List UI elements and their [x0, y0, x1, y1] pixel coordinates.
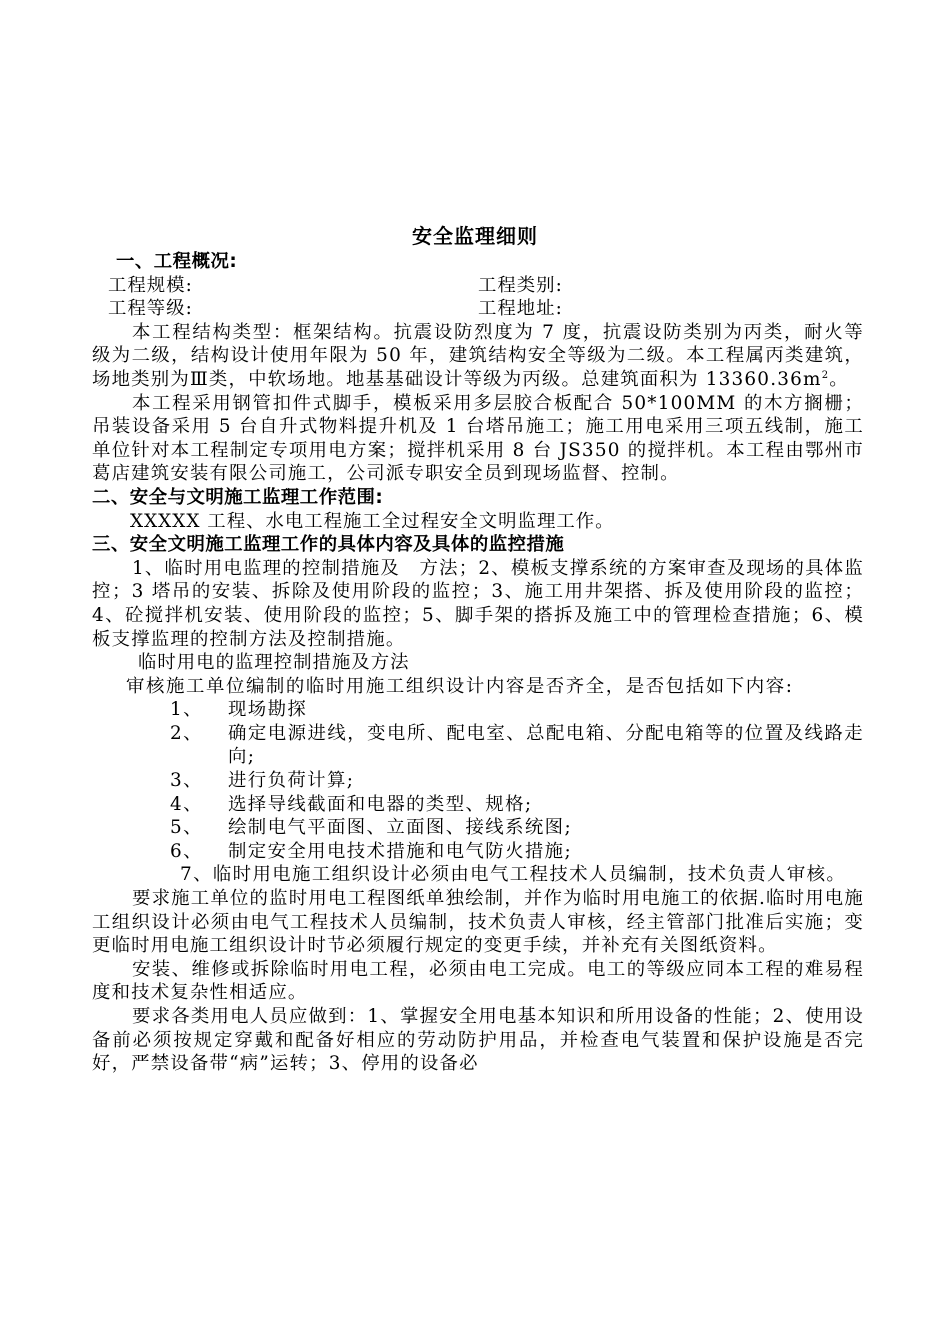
list-item-text: 选择导线截面和电器的类型、规格;: [228, 793, 533, 815]
section-1-heading: 一、工程概况:: [116, 251, 238, 272]
list-item-text: 确定电源进线，变电所、配电室、总配电箱、分配电箱等的位置及线路走向;: [228, 722, 864, 768]
structure-paragraph-end: 。: [829, 368, 849, 390]
list-item-number: 4、: [170, 793, 203, 815]
electrician-paragraph: 安装、维修或拆除临时用电工程，必须由电工完成。电工的等级应同本工程的难易程度和技术复杂性相适应。: [92, 958, 864, 1004]
drawing-requirement-paragraph: 要求施工单位的监时用电工程图纸单独绘制，并作为临时用电施工的依据.临时用电施工组织设计必须由电气工程技术人员编制，技术负责人审核，经主管部门批准后实施；变更临时用电施工组织设计时节必须履行规定的变更手续，并补充有关图纸资料。: [92, 888, 864, 957]
list-item-text: 进行负荷计算;: [228, 770, 355, 792]
project-scale-label: 工程规模:: [108, 274, 193, 296]
list-item-text: 制定安全用电技术措施和电气防火措施;: [228, 840, 573, 862]
list-item: [170, 793, 864, 817]
list-item: [170, 698, 864, 722]
structure-paragraph-text: 本工程结构类型：框架结构。抗震设防烈度为 7 度，抗震设防类别为丙类，耐火等级为二级，结构设计使用年限为 50 年，建筑结构安全等级为二级。本工程属丙类建筑，场地类别为Ⅲ类，中软场地。地基基础设计等级为丙级。总建筑面积为 13360.36m: [92, 321, 864, 390]
list-item-text: 绘制电气平面图、立面图、接线系统图;: [228, 817, 573, 839]
document-title: 安全监理细则: [412, 224, 538, 248]
list-item: [170, 722, 864, 769]
document-body: [92, 250, 864, 1076]
list-item-number: 1、: [170, 699, 203, 721]
section-2-heading: 二、安全与文明施工监理工作范围:: [92, 486, 384, 508]
project-address-label: 工程地址:: [478, 298, 563, 320]
scope-text: XXXXX 工程、水电工程施工全过程安全文明监理工作。: [130, 510, 615, 532]
structure-paragraph: [92, 321, 864, 392]
equipment-paragraph: 本工程采用钢管扣件式脚手，模板采用多层胶合板配合 50*100MM 的木方搁栅；吊装设备采用 5 台自升式物料提升机及 1 台塔吊施工；施工用电采用三项五线制，施工单位针对本工程制定专项用电方案；搅拌机采用 8 台 JS350 的搅拌机。本工程由鄂州市葛店建筑安装有限公司施工，公司派专职安全员到现场监督、控制。: [92, 392, 864, 485]
list-item-number: 5、: [170, 817, 203, 839]
list-item: [170, 816, 864, 840]
list-item: [170, 769, 864, 793]
list-item-number: 6、: [170, 840, 203, 862]
info-row-1: [92, 274, 864, 298]
review-items-list: [170, 698, 864, 863]
project-grade-label: 工程等级:: [108, 298, 193, 320]
list-item-number: 2、: [170, 722, 203, 744]
list-item-number: 3、: [170, 770, 203, 792]
content-intro-paragraph: 1、临时用电监理的控制措施及 方法；2、模板支撑系统的方案审查及现场的具体监控；3 塔吊的安装、拆除及使用阶段的监控；3、施工用井架搭、拆及使用阶段的监控；4、砼搅拌机安装、使用阶段的监控；5、脚手架的搭拆及施工中的管理检查措施；6、模板支撑监理的控制方法及控制措施。: [92, 557, 864, 650]
area-unit-superscript: 2: [821, 369, 830, 381]
review-paragraph: 审核施工单位编制的临时用施工组织设计内容是否齐全，是否包括如下内容:: [126, 675, 794, 697]
info-row-2: [92, 297, 864, 321]
list-item-7: 7、临时用电施工组织设计必须由电气工程技术人员编制，技术负责人审核。: [180, 864, 847, 886]
section-3-heading: 三、安全文明施工监理工作的具体内容及具体的监控措施: [92, 534, 565, 556]
temporary-power-subtitle: 临时用电的监理控制措施及方法: [138, 652, 410, 674]
user-requirement-paragraph: 要求各类用电人员应做到：1、掌握安全用电基本知识和所用设备的性能；2、使用设备前必须按规定穿戴和配备好相应的劳动防护用品，并检查电气装置和保护设施是否完好，严禁设备带“病”运转；3、停用的设备必: [92, 1006, 864, 1075]
list-item-text: 现场勘探: [228, 699, 308, 721]
list-item: [170, 840, 864, 864]
project-type-label: 工程类别:: [478, 274, 563, 296]
